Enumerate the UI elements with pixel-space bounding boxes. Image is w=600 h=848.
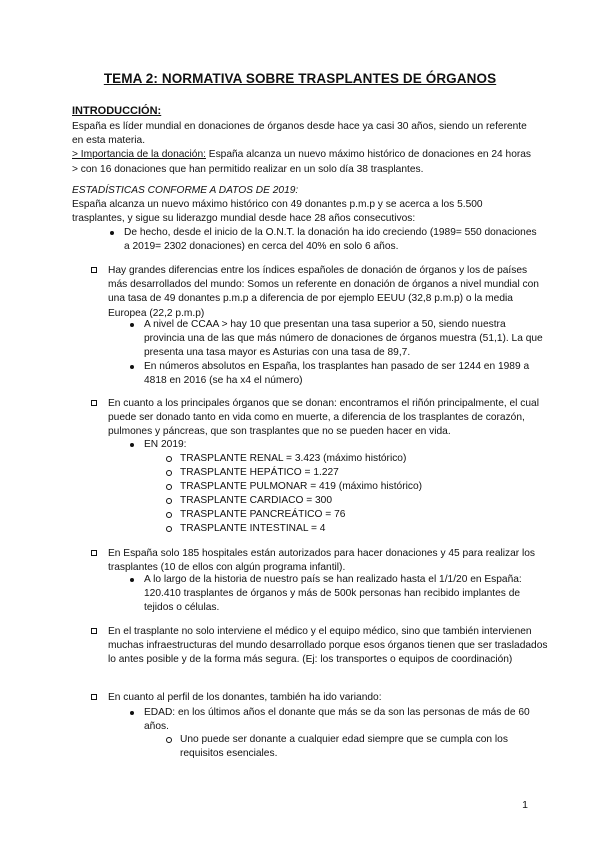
subitem-hepatico: TRASPLANTE HEPÁTICO = 1.227 — [164, 466, 540, 480]
importance-paragraph — [72, 148, 532, 176]
subitem-intestinal: TRASPLANTE INTESTINAL = 4 — [164, 522, 540, 536]
subitem-cardiaco: TRASPLANTE CARDIACO = 300 — [164, 494, 540, 508]
bullet-edad: EDAD: en los últimos años el donante que más se da son las personas de más de 60 años. — [128, 706, 546, 734]
section-hospitals: En España solo 185 hospitales están autorizados para hacer donaciones y 45 para realizar los trasplantes (10 de ellos con algún programa infantil). — [90, 547, 548, 575]
stats-bullet: De hecho, desde el inicio de la O.N.T. la donación ha ido creciendo (1989= 550 donaciones a 2019= 2302 donaciones) en cerca del 40% en solo 6 años. — [108, 226, 544, 254]
subitem-pulmonar: TRASPLANTE PULMONAR = 419 (máximo histórico) — [164, 480, 540, 494]
subitem-any-age: Uno puede ser donante a cualquier edad siempre que se cumpla con los requisitos esenciales. — [164, 733, 546, 761]
page-number: 1 — [522, 799, 528, 811]
importance-text: España alcanza un nuevo máximo histórico de donaciones en 24 horas > con 16 donaciones que han permitido realizar en un solo día 38 trasplantes. — [72, 149, 532, 175]
section-infrastructure: En el trasplante no solo interviene el médico y el equipo médico, sino que también intervienen muchas infraestructuras del mundo desarrollado porque esos órganos tienen que ser trasladados lo antes posible y de la forma más segura. (Ej: los transportes o equipos de coordinación) — [90, 625, 548, 668]
intro-heading: INTRODUCCIÓN: — [72, 105, 162, 117]
subitem-renal: TRASPLANTE RENAL = 3.423 (máximo histórico) — [164, 452, 540, 466]
section-differences: Hay grandes diferencias entre los índices españoles de donación de órganos y los de países más desarrollados del mundo: Somos un referente en donación de órganos a nivel mundial con una tasa de 49 donantes p.m.p a diferencia de por ejemplo EEUU (32,8 p.m.p) o la media Europea (22,2 p.m.p) — [90, 264, 548, 321]
intro-text: España es líder mundial en donaciones de órganos desde hace ya casi 30 años, siendo un referente en esta materia. — [72, 121, 527, 147]
section-organs: En cuanto a los principales órganos que se donan: encontramos el riñón principalmente, el cual puede ser donado tanto en vida como en muerte, a diferencia de los trasplantes de corazón, pulmones y páncreas, que son trasplantes que no se pueden hacer en vida. — [90, 397, 548, 440]
bullet-ccaa: A nivel de CCAA > hay 10 que presentan una tasa superior a 50, siendo nuestra provincia una de las que más número de donaciones de órganos muestra (51,1). La que presenta una tasa mayor es Asturias con una tasa de 89,7. — [128, 318, 546, 361]
bullet-history: A lo largo de la historia de nuestro país se han realizado hasta el 1/1/20 en España: 120.410 trasplantes de órganos y más de 500k personas han recibido implantes de tejidos o células. — [128, 573, 546, 616]
section-donor-profile: En cuanto al perfil de los donantes, también ha ido variando: — [90, 691, 548, 705]
stats-text: España alcanza un nuevo máximo histórico con 49 donantes p.m.p y se acerca a los 5.500 trasplantes, y sigue su liderazgo mundial desde hace 28 años consecutivos: — [72, 199, 483, 225]
subitem-pancreatico: TRASPLANTE PANCREÁTICO = 76 — [164, 508, 540, 522]
importance-label: > Importancia de la donación: — [72, 149, 206, 161]
stats-heading: ESTADÍSTICAS CONFORME A DATOS DE 2019: — [72, 185, 299, 196]
intro-paragraph — [72, 120, 532, 177]
bullet-absolute-numbers: En números absolutos en España, los trasplantes han pasado de ser 1244 en 1989 a 4818 en 2016 (se ha x4 el número) — [128, 360, 546, 388]
bullet-2019: EN 2019: — [128, 438, 444, 452]
page-title: TEMA 2: NORMATIVA SOBRE TRASPLANTES DE ÓRGANOS — [103, 71, 497, 86]
